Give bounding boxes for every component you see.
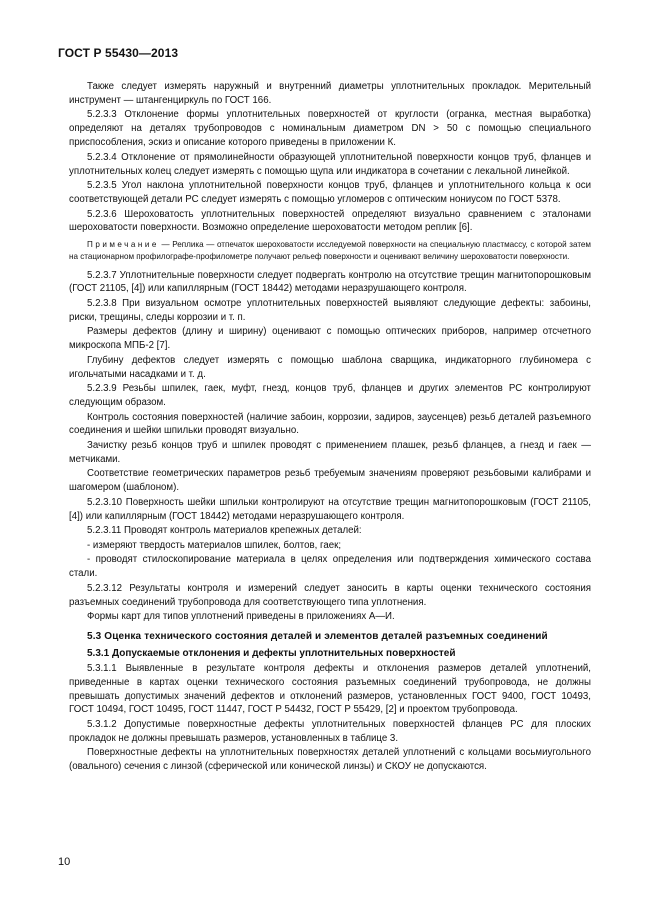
paragraph: 5.2.3.6 Шероховатость уплотнительных поверхностей определяют визуально сравнением с эталонами шероховатости поверхности. Возможно определение шероховатости методом реплик [6]. bbox=[69, 208, 591, 234]
paragraph: - измеряют твердость материалов шпилек, болтов, гаек; bbox=[87, 539, 342, 551]
page-number: 10 bbox=[58, 856, 71, 868]
paragraph: 5.3.1.2 Допустимые поверхностные дефекты уплотнительных поверхностей фланцев РС для плоских прокладок не должны превышать размеров, установленных в таблице 3. bbox=[69, 718, 591, 744]
paragraph: 5.2.3.3 Отклонение формы уплотнительных поверхностей от круглости (огранка, местная выработка) определяют на деталях трубопроводов с номинальным диаметром DN > 50 с помощью специального приспособления, эскиз и описание которого приведены в приложении К. bbox=[69, 109, 591, 149]
paragraph: 5.3.1.1 Выявленные в результате контроля дефекты и отклонения размеров деталей уплотнений, приведенные в картах оценки технического состояния разъемных соединений трубопровода, не должны превышать допустимых значений дефектов и отклонений размеров, установленных ГОСТ 9400, ГОСТ 10493, ГОСТ 10494, ГОСТ 10495, ГОСТ 11447, ГОСТ Р 54432, ГОСТ Р 55429, [2] и проектом трубопровода. bbox=[69, 662, 591, 716]
paragraph: Соответствие геометрических параметров резьб требуемым значениям проверяют резьбовыми калибрами и шагомером (шаблоном). bbox=[69, 468, 591, 494]
note-text: — Реплика — отпечаток шероховатости исследуемой поверхности на специальную пластмассу, с которой затем на стационарном профилографе-профилометре получают рельеф поверхности и оценивают величину шероховатости поверхности. bbox=[69, 240, 591, 261]
paragraph: Также следует измерять наружный и внутренний диаметры уплотнительных прокладок. Мерительный инструмент — штангенциркуль по ГОСТ 166. bbox=[69, 81, 591, 106]
page-body bbox=[69, 80, 591, 775]
document-header: ГОСТ Р 55430—2013 bbox=[58, 46, 179, 60]
paragraph: 5.2.3.4 Отклонение от прямолинейности образующей уплотнительной поверхности концов труб, фланцев и уплотнительных колец следует измерять с помощью щупа или индикатора в сочетании с лекальной линейкой. bbox=[69, 151, 591, 177]
section-heading: 5.3 Оценка технического состояния деталей и элементов деталей разъемных соединений bbox=[87, 630, 548, 642]
note-label: Примечание bbox=[87, 240, 159, 250]
paragraph: Поверхностные дефекты на уплотнительных поверхностях деталей уплотнений с кольцами восьмиугольного (овального) сечения с линзой (сферической или конической линзы) и СКОУ не допускаются. bbox=[69, 747, 591, 773]
paragraph: Формы карт для типов уплотнений приведены в приложениях А—И. bbox=[87, 611, 395, 622]
subsection-heading: 5.3.1 Допускаемые отклонения и дефекты уплотнительных поверхностей bbox=[87, 647, 456, 659]
paragraph: 5.2.3.10 Поверхность шейки шпильки контролируют на отсутствие трещин магнитопорошковым (ГОСТ 21105, [4]) или капиллярным (ГОСТ 18442) методами неразрушающего контроля. bbox=[69, 496, 591, 522]
paragraph: Глубину дефектов следует измерять с помощью шаблона сварщика, индикаторного глубиномера с игольчатыми насадками и т. д. bbox=[69, 354, 591, 380]
note-paragraph bbox=[69, 239, 591, 262]
paragraph: Зачистку резьб концов труб и шпилек проводят с применением плашек, резьб фланцев, а гнезд и гаек — метчиками. bbox=[69, 439, 591, 465]
paragraph: 5.2.3.9 Резьбы шпилек, гаек, муфт, гнезд, концов труб, фланцев и других элементов РС контролируют следующим образом. bbox=[69, 383, 591, 409]
paragraph: 5.2.3.7 Уплотнительные поверхности следует подвергать контролю на отсутствие трещин магнитопорошковым (ГОСТ 21105, [4]) или капиллярным (ГОСТ 18442) методами неразрушающего контроля. bbox=[69, 269, 591, 295]
paragraph: 5.2.3.12 Результаты контроля и измерений следует заносить в карты оценки технического состояния разъемных соединений трубопровода для соответствующего типа уплотнения. bbox=[69, 582, 591, 608]
paragraph: Размеры дефектов (длину и ширину) оценивают с помощью оптических приборов, например отсчетного микроскопа МПБ-2 [7]. bbox=[69, 326, 591, 352]
paragraph: - проводят стилоскопирование материала в целях определения или подтверждения химического состава стали. bbox=[69, 554, 591, 580]
paragraph: 5.2.3.5 Угол наклона уплотнительной поверхности концов труб, фланцев и уплотнительного кольца к оси соответствующей детали РС следует измерять с помощью угломеров с оптическим нониусом по ГОСТ 5378. bbox=[69, 180, 591, 206]
paragraph: 5.2.3.11 Проводят контроль материалов крепежных деталей: bbox=[87, 525, 362, 537]
paragraph: Контроль состояния поверхностей (наличие забоин, коррозии, задиров, заусенцев) резьб деталей разъемного соединения и шейки шпильки проводят визуально. bbox=[69, 411, 591, 437]
paragraph: 5.2.3.8 При визуальном осмотре уплотнительных поверхностей выявляют следующие дефекты: забоины, риски, трещины, следы коррозии и т. п. bbox=[69, 297, 591, 323]
